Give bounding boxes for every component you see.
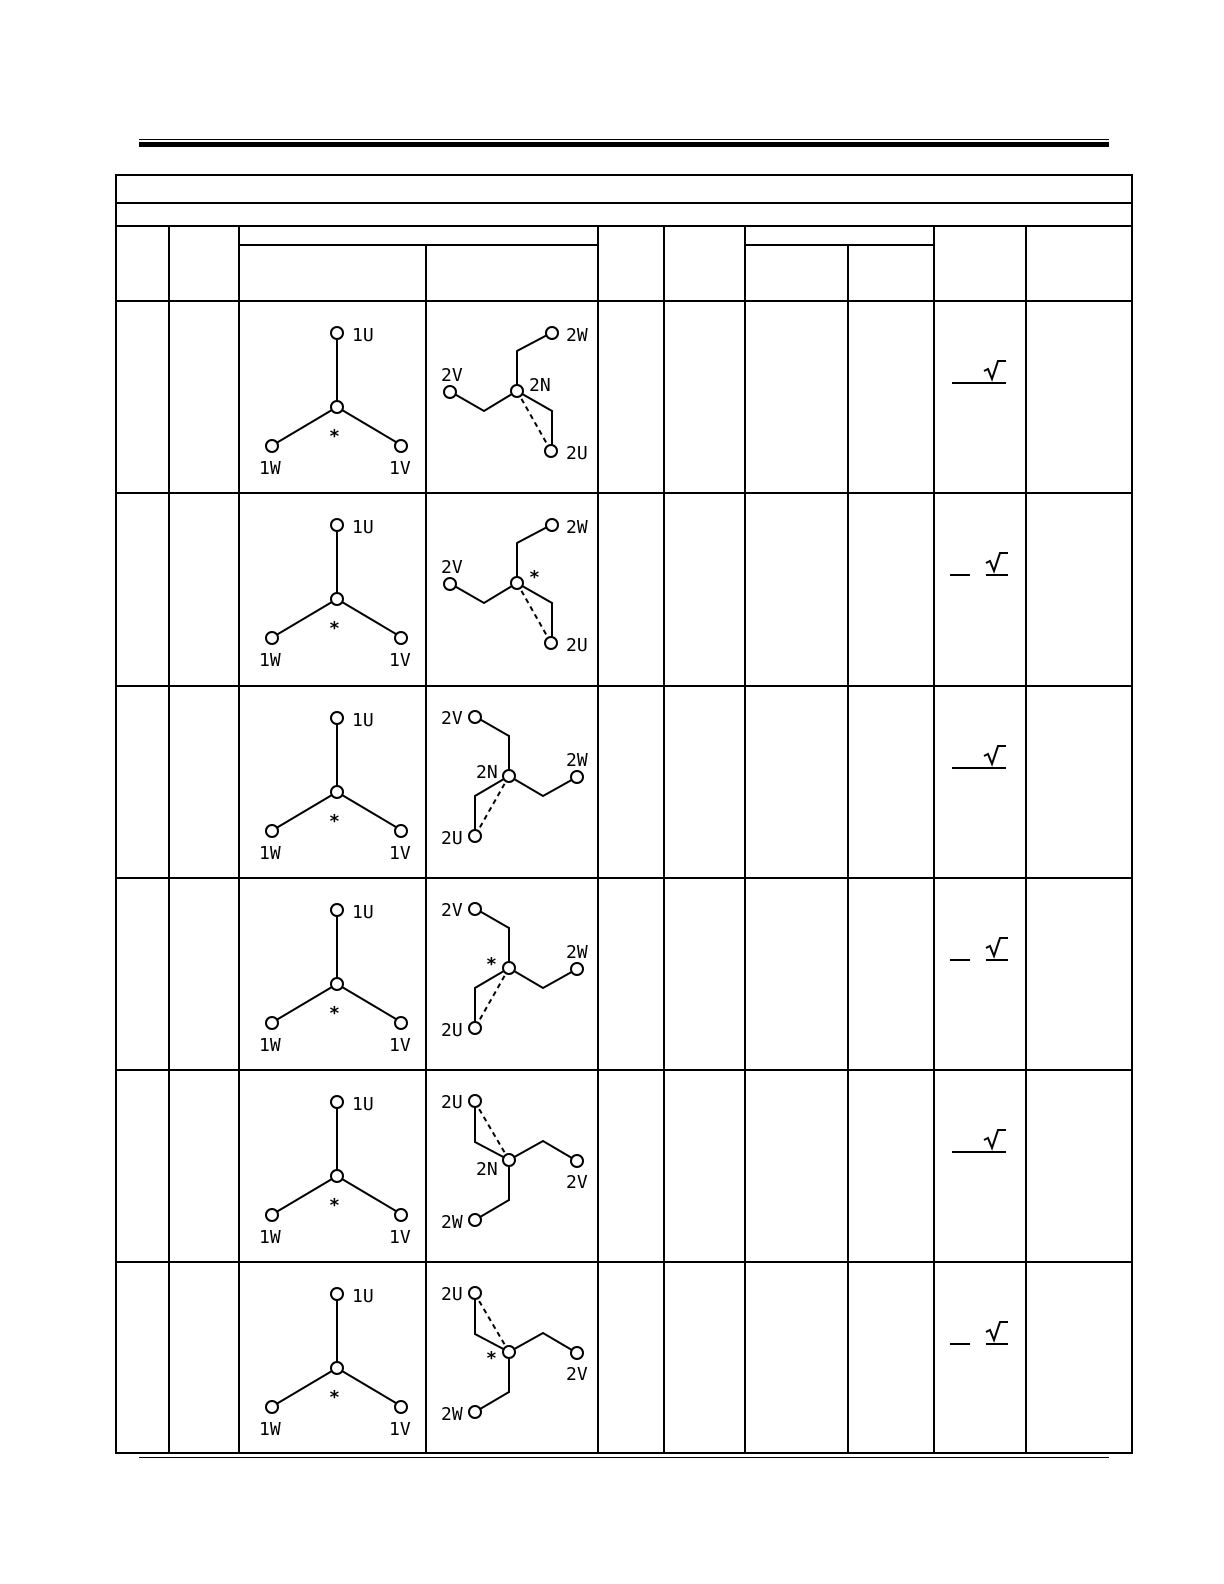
label-2u: 2U (441, 828, 463, 849)
terminal-1v (395, 1017, 407, 1029)
terminal-2w (571, 771, 583, 783)
square-root-sign (984, 1130, 1006, 1148)
ratio-formula (950, 1322, 1008, 1344)
primary-neutral-node (331, 786, 343, 798)
primary-neutral-marker: * (329, 1195, 340, 1216)
zigzag-v-branch (509, 1333, 577, 1353)
table-row (259, 1092, 1006, 1248)
square-root-sign (984, 746, 1006, 764)
primary-neutral-node (331, 1170, 343, 1182)
secondary-winding-diagram (441, 708, 588, 849)
secondary-neutral-node (511, 577, 523, 589)
primary-v-leg (337, 407, 401, 445)
label-2n: 2N (529, 375, 551, 396)
terminal-1u (331, 1096, 343, 1108)
table-row (259, 708, 1006, 864)
primary-winding-diagram (259, 1286, 411, 1440)
secondary-neutral-node (503, 1346, 515, 1358)
primary-winding-diagram (259, 517, 411, 671)
ratio-formula (950, 553, 1008, 575)
label-2n: 2N (476, 1159, 498, 1180)
secondary-winding-diagram (441, 1092, 588, 1233)
label-1w: 1W (259, 650, 281, 671)
terminal-1v (395, 825, 407, 837)
zigzag-v-branch (451, 583, 517, 603)
table-grid (116, 175, 1132, 1453)
label-2w: 2W (441, 1404, 463, 1425)
label-1w: 1W (259, 1227, 281, 1248)
label-2u: 2U (441, 1020, 463, 1041)
primary-v-leg (337, 1176, 401, 1214)
radical-stroke (986, 553, 1008, 571)
radical-stroke (986, 1322, 1008, 1340)
primary-neutral-marker: * (329, 811, 340, 832)
label-1w: 1W (259, 843, 281, 864)
terminal-1w (266, 632, 278, 644)
terminal-2w (546, 327, 558, 339)
label-1v: 1V (389, 458, 411, 479)
terminal-2v (469, 711, 481, 723)
label-2w: 2W (566, 750, 588, 771)
primary-neutral-marker: * (329, 1387, 340, 1408)
label-2w: 2W (566, 517, 588, 538)
primary-v-leg (337, 1368, 401, 1406)
secondary-neutral-node (503, 962, 515, 974)
terminal-2v (571, 1347, 583, 1359)
primary-neutral-node (331, 593, 343, 605)
label-2n: 2N (476, 762, 498, 783)
label-2w: 2W (566, 325, 588, 346)
terminal-2w (571, 963, 583, 975)
label-1u: 1U (352, 710, 374, 731)
primary-neutral-marker: * (329, 426, 340, 447)
terminal-1u (331, 712, 343, 724)
terminal-2v (444, 386, 456, 398)
label-2u: 2U (441, 1284, 463, 1305)
label-2v: 2V (441, 365, 463, 386)
label-1u: 1U (352, 1286, 374, 1307)
terminal-2v (469, 903, 481, 915)
secondary-neutral-node (503, 770, 515, 782)
terminal-1v (395, 1209, 407, 1221)
label-1u: 1U (352, 325, 374, 346)
primary-w-leg (273, 599, 337, 637)
primary-w-leg (273, 792, 337, 830)
square-root-sign (986, 938, 1008, 956)
secondary-neutral-node (511, 385, 523, 397)
terminal-2v (444, 578, 456, 590)
label-1v: 1V (389, 650, 411, 671)
terminal-2w (469, 1406, 481, 1418)
primary-neutral-node (331, 401, 343, 413)
label-1w: 1W (259, 1035, 281, 1056)
label-1v: 1V (389, 1419, 411, 1440)
terminal-1v (395, 1401, 407, 1413)
zigzag-v-branch (509, 1141, 577, 1161)
primary-neutral-marker: * (329, 618, 340, 639)
terminal-1u (331, 904, 343, 916)
ratio-formula (952, 1130, 1006, 1152)
label-2v: 2V (566, 1172, 588, 1193)
terminal-1u (331, 327, 343, 339)
terminal-1w (266, 1209, 278, 1221)
secondary-neutral-marker: * (486, 954, 497, 975)
primary-neutral-node (331, 978, 343, 990)
terminal-1u (331, 1288, 343, 1300)
label-1v: 1V (389, 1035, 411, 1056)
terminal-2u (545, 445, 557, 457)
terminal-2u (469, 1287, 481, 1299)
primary-v-leg (337, 792, 401, 830)
terminal-2w (469, 1214, 481, 1226)
label-1u: 1U (352, 902, 374, 923)
square-root-sign (984, 361, 1006, 379)
terminal-1w (266, 1017, 278, 1029)
table-row (259, 325, 1006, 479)
terminal-1v (395, 440, 407, 452)
label-2v: 2V (566, 1364, 588, 1385)
label-1w: 1W (259, 1419, 281, 1440)
primary-winding-diagram (259, 710, 411, 864)
ratio-formula (950, 938, 1008, 960)
primary-neutral-marker: * (329, 1003, 340, 1024)
primary-w-leg (273, 984, 337, 1022)
terminal-2v (571, 1155, 583, 1167)
terminal-2u (545, 637, 557, 649)
label-1v: 1V (389, 843, 411, 864)
label-1u: 1U (352, 1094, 374, 1115)
terminal-1w (266, 825, 278, 837)
primary-w-leg (273, 1368, 337, 1406)
label-2w: 2W (566, 942, 588, 963)
label-1v: 1V (389, 1227, 411, 1248)
radical-stroke (984, 746, 1006, 764)
square-root-sign (986, 1322, 1008, 1340)
primary-neutral-node (331, 1362, 343, 1374)
ratio-formula (952, 361, 1006, 383)
secondary-winding-diagram (441, 325, 588, 464)
primary-winding-diagram (259, 902, 411, 1056)
label-2w: 2W (441, 1212, 463, 1233)
label-2v: 2V (441, 900, 463, 921)
secondary-winding-diagram (441, 900, 588, 1041)
ratio-formula (952, 746, 1006, 768)
terminal-2u (469, 1095, 481, 1107)
terminal-2w (546, 519, 558, 531)
label-2v: 2V (441, 708, 463, 729)
radical-stroke (986, 938, 1008, 956)
primary-w-leg (273, 407, 337, 445)
primary-winding-diagram (259, 1094, 411, 1248)
terminal-1u (331, 519, 343, 531)
terminal-2u (469, 830, 481, 842)
radical-stroke (984, 1130, 1006, 1148)
terminal-1v (395, 632, 407, 644)
primary-w-leg (273, 1176, 337, 1214)
radical-stroke (984, 361, 1006, 379)
zigzag-w-branch (509, 968, 577, 988)
terminal-2u (469, 1022, 481, 1034)
secondary-neutral-marker: * (529, 567, 540, 588)
label-2u: 2U (441, 1092, 463, 1113)
terminal-1w (266, 440, 278, 452)
label-2u: 2U (566, 635, 588, 656)
table-row (259, 517, 1008, 671)
secondary-neutral-node (503, 1154, 515, 1166)
label-1u: 1U (352, 517, 374, 538)
square-root-sign (986, 553, 1008, 571)
table-row (259, 1284, 1008, 1440)
primary-winding-diagram (259, 325, 411, 479)
secondary-winding-diagram (441, 1284, 588, 1425)
label-1w: 1W (259, 458, 281, 479)
label-2u: 2U (566, 443, 588, 464)
terminal-1w (266, 1401, 278, 1413)
primary-v-leg (337, 984, 401, 1022)
table-row (259, 900, 1008, 1056)
zigzag-w-branch (509, 776, 577, 796)
label-2v: 2V (441, 557, 463, 578)
primary-v-leg (337, 599, 401, 637)
secondary-winding-diagram (441, 517, 588, 656)
secondary-neutral-marker: * (486, 1348, 497, 1369)
zigzag-v-branch (451, 391, 517, 411)
